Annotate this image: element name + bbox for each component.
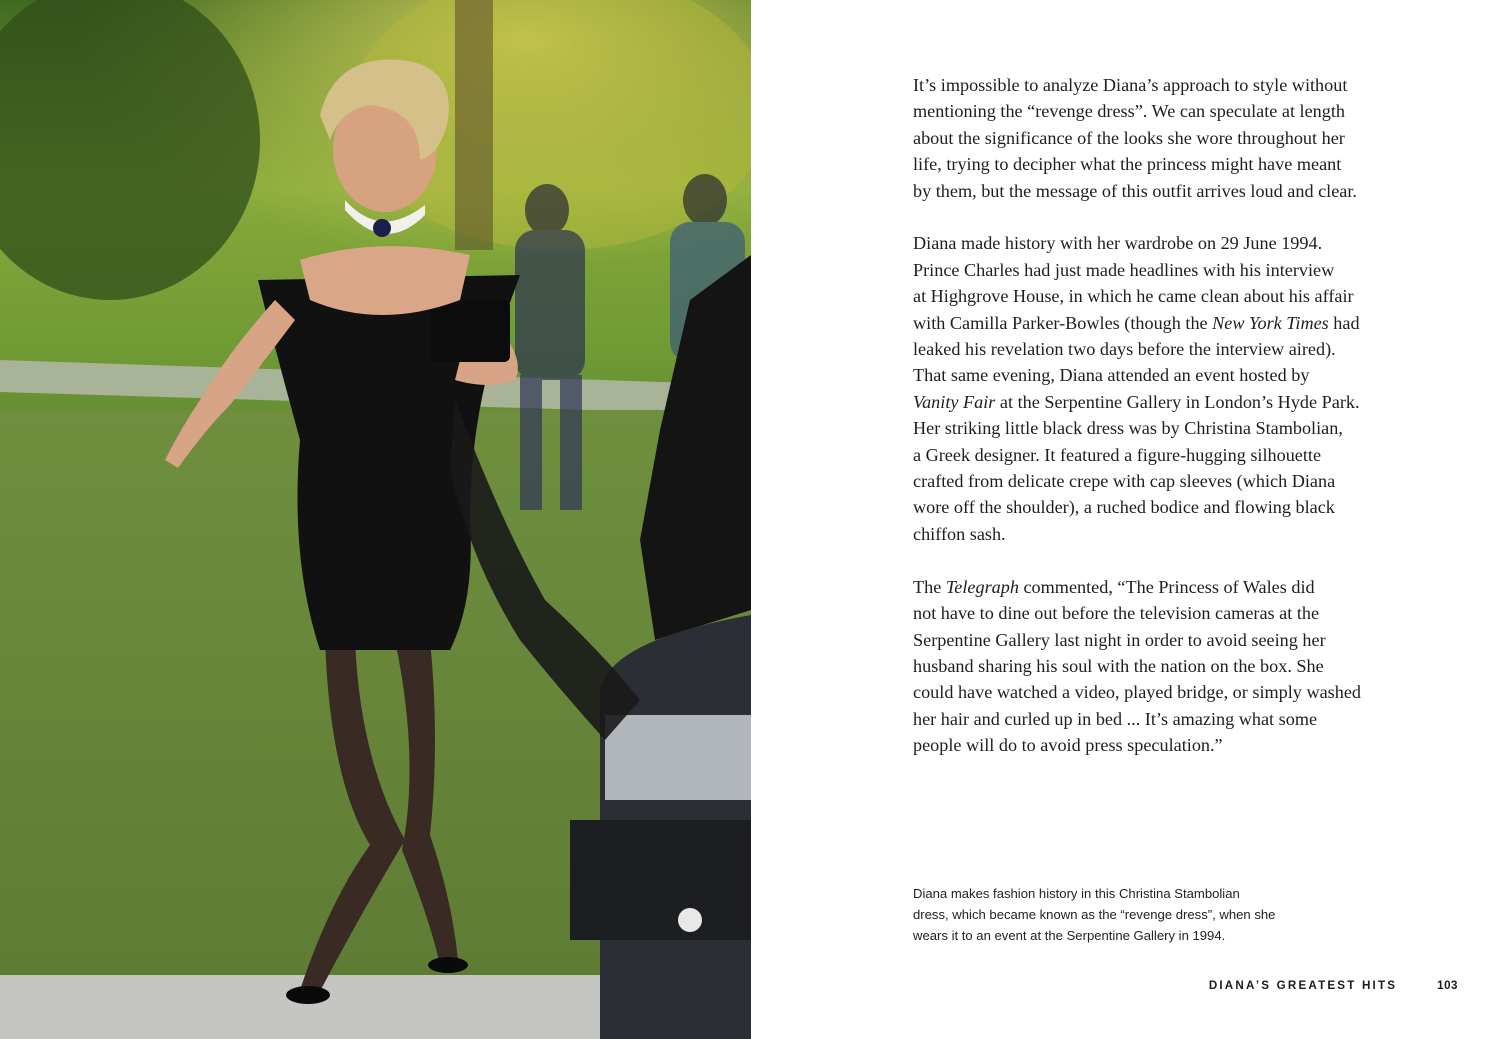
text-run: Diana made history with her wardrobe on 29 June 1994.	[913, 233, 1323, 254]
caption-line: Diana makes fashion history in this Christina Stambolian	[913, 886, 1240, 901]
text-line	[913, 389, 1403, 415]
running-footer	[1209, 979, 1458, 992]
text-run: at the Serpentine Gallery in London’s Hyde Park.	[995, 391, 1360, 412]
text-line	[913, 600, 1403, 626]
text-run: not have to dine out before the television cameras at the	[913, 603, 1320, 624]
text-line	[913, 257, 1403, 283]
text-run: mentioning the “revenge dress”. We can speculate at length	[913, 101, 1346, 122]
text-line	[913, 72, 1403, 98]
text-line	[913, 574, 1403, 600]
text-line	[913, 151, 1403, 177]
text-line	[913, 362, 1403, 388]
text-line	[913, 468, 1403, 494]
text-run: husband sharing his soul with the nation on the box. She	[913, 655, 1324, 676]
text-run: Her striking little black dress was by Christina Stambolian,	[913, 418, 1343, 439]
text-line	[913, 283, 1403, 309]
running-head: DIANA’S GREATEST HITS	[1208, 979, 1398, 992]
text-run: about the significance of the looks she wore throughout her	[913, 127, 1345, 148]
text-line	[913, 98, 1403, 124]
text-run: by them, but the message of this outfit arrives loud and clear.	[913, 180, 1357, 201]
caption-line: wears it to an event at the Serpentine Gallery in 1994.	[913, 928, 1226, 943]
text-run: had	[1328, 312, 1360, 333]
text-run: people will do to avoid press speculation.”	[913, 735, 1223, 756]
text-line	[913, 732, 1403, 758]
text-line	[913, 310, 1403, 336]
text-line	[913, 494, 1403, 520]
text-run: chiffon sash.	[913, 523, 1006, 544]
text-run: wore off the shoulder), a ruched bodice and flowing black	[913, 497, 1335, 518]
text-run: leaked his revelation two days before the interview aired).	[913, 339, 1336, 360]
body-paragraph	[913, 230, 1403, 547]
text-line	[913, 230, 1403, 256]
text-line	[913, 336, 1403, 362]
text-run: Serpentine Gallery last night in order to avoid seeing her	[913, 629, 1326, 650]
text-line	[913, 653, 1403, 679]
body-paragraph	[913, 574, 1403, 759]
italic-title: Telegraph	[945, 576, 1019, 597]
text-page	[751, 0, 1500, 1039]
text-run: crafted from delicate crepe with cap sleeves (which Diana	[913, 471, 1336, 492]
text-run: a Greek designer. It featured a figure-hugging silhouette	[913, 444, 1322, 465]
text-line	[913, 627, 1403, 653]
text-line	[913, 415, 1403, 441]
photo-caption	[913, 883, 1343, 946]
text-run: could have watched a video, played bridge, or simply washed	[913, 682, 1361, 703]
text-line	[913, 521, 1403, 547]
italic-title: New York Times	[1212, 312, 1329, 333]
text-run: her hair and curled up in bed ... It’s amazing what some	[913, 708, 1318, 729]
text-run: Prince Charles had just made headlines with his interview	[913, 259, 1335, 280]
caption-line: dress, which became known as the “revenge dress”, when she	[913, 907, 1276, 922]
text-line	[913, 679, 1403, 705]
text-run: at Highgrove House, in which he came clean about his affair	[913, 286, 1354, 307]
text-run: commented, “The Princess of Wales did	[1018, 576, 1315, 597]
text-line	[913, 706, 1403, 732]
text-line	[913, 178, 1403, 204]
text-run: It’s impossible to analyze Diana’s approach to style without	[913, 75, 1348, 95]
body-paragraph	[913, 72, 1403, 204]
body-text	[913, 72, 1403, 785]
text-run: with Camilla Parker-Bowles (though the	[913, 312, 1213, 333]
page-number: 103	[1437, 979, 1458, 992]
text-line	[913, 442, 1403, 468]
italic-title: Vanity Fair	[913, 391, 996, 412]
text-run: That same evening, Diana attended an event hosted by	[913, 365, 1310, 386]
text-run: life, trying to decipher what the princess might have meant	[913, 154, 1342, 175]
text-run: The	[913, 576, 946, 597]
text-line	[913, 125, 1403, 151]
